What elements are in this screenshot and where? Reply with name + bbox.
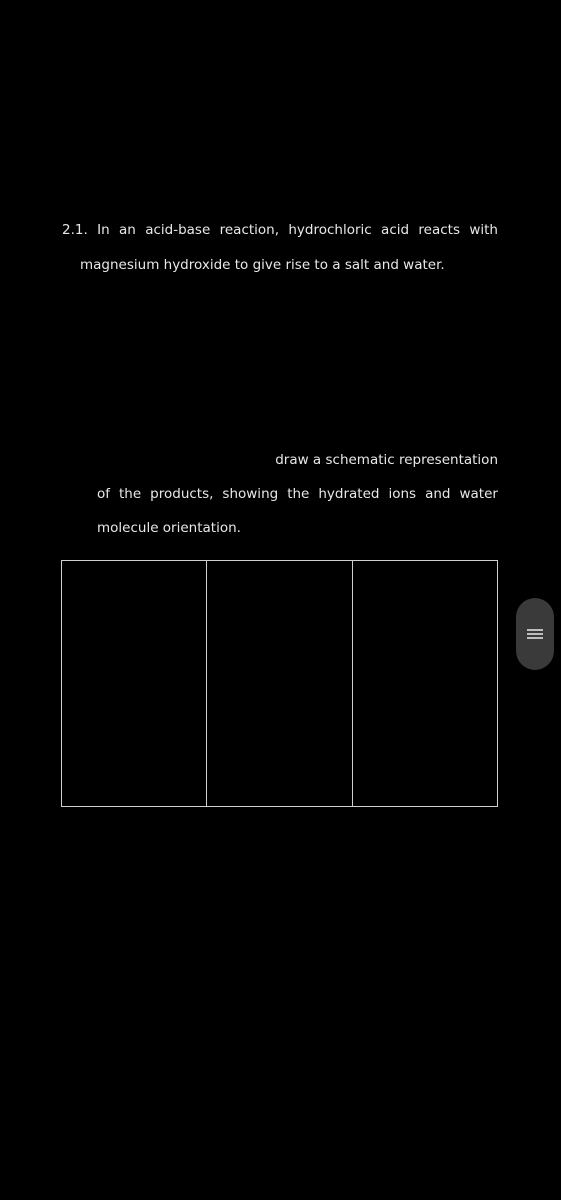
word: the [287,486,310,502]
drag-handle-icon [527,629,543,639]
question-line-2: magnesium hydroxide to give rise to a salt and water. [80,257,445,273]
question-line-1 [62,221,498,239]
word: with [469,222,498,238]
word: hydrated [318,486,380,502]
word: an [119,222,136,238]
word: In [97,222,110,238]
word: reacts [418,222,460,238]
word: reaction, [219,222,280,238]
word: 2.1. [62,222,88,238]
answer-cell-3[interactable] [353,561,497,806]
word: products, [150,486,214,502]
word: water [459,486,498,502]
word: hydrochloric [288,222,372,238]
word: showing [222,486,279,502]
answer-cell-1[interactable] [62,561,207,806]
answer-cell-2[interactable] [207,561,352,806]
word: and [425,486,451,502]
word: acid [381,222,410,238]
question-line-3: draw a schematic representation [275,452,498,468]
word: of [97,486,111,502]
question-line-5: molecule orientation. [97,520,241,536]
word: ions [388,486,417,502]
word: acid-base [145,222,211,238]
question-line-4 [97,485,498,503]
side-panel-handle[interactable] [516,598,554,670]
answer-drawing-table [61,560,498,807]
word: the [119,486,142,502]
